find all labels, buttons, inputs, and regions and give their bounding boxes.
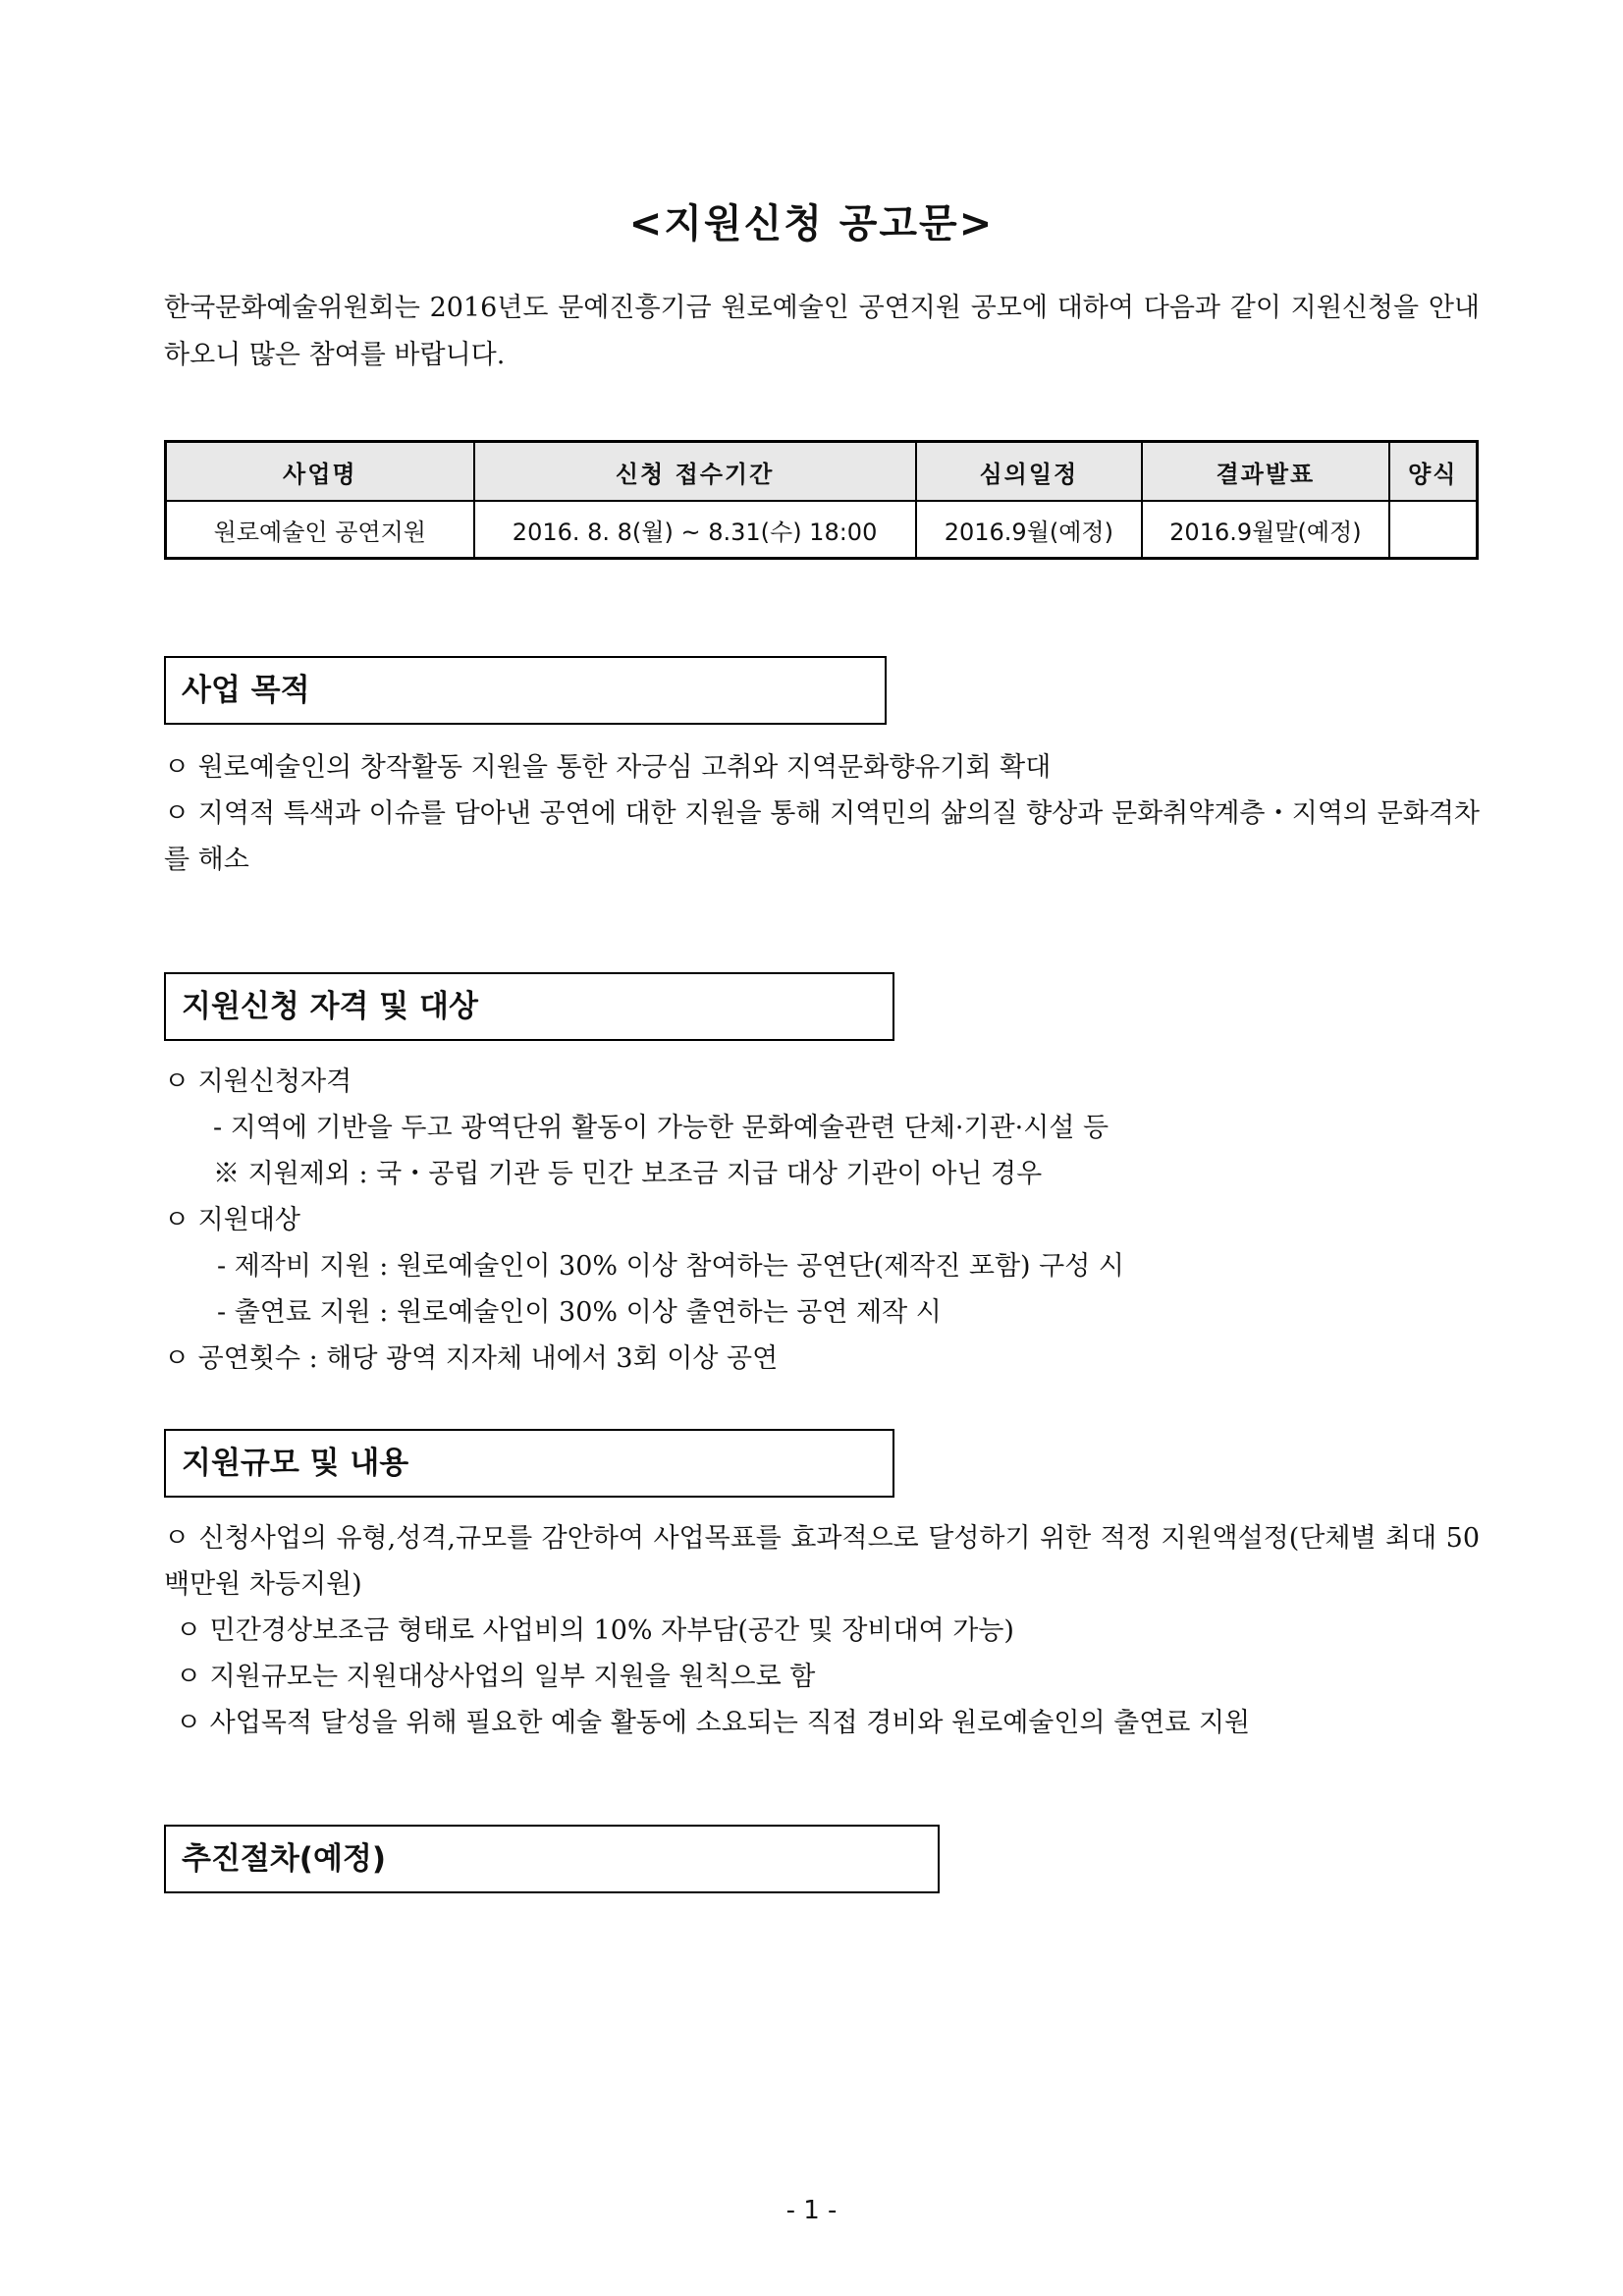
- section-body-purpose: [164, 744, 1480, 883]
- list-item: - 제작비 지원 : 원로예술인이 30% 이상 참여하는 공연단(제작진 포함) 구성 시: [217, 1251, 1125, 1282]
- page-title: <지원신청 공고문>: [628, 201, 995, 246]
- cell-form: [1389, 501, 1478, 559]
- table-row: [166, 501, 1478, 559]
- header-form: 양식: [1389, 442, 1478, 502]
- cell-business-name: 원로예술인 공연지원: [166, 501, 474, 559]
- list-item: ㅇ 지원신청자격: [164, 1066, 352, 1097]
- intro-paragraph: 한국문화예술위원회는 2016년도 문예진흥기금 원로예술인 공연지원 공모에 대하여 다음과 같이 지원신청을 안내하오니 많은 참여를 바랍니다.: [164, 293, 1480, 370]
- section-body-scale: [164, 1515, 1480, 1746]
- cell-application-period: 2016. 8. 8(월) ~ 8.31(수) 18:00: [474, 501, 916, 559]
- header-result-announcement: 결과발표: [1142, 442, 1389, 502]
- header-application-period: 신청 접수기간: [474, 442, 916, 502]
- cell-result-announcement: 2016.9월말(예정): [1142, 501, 1389, 559]
- page-number: - 1 -: [785, 2196, 838, 2225]
- list-item: ㅇ 원로예술인의 창작활동 지원을 통한 자긍심 고취와 지역문화향유기회 확대: [164, 752, 1052, 783]
- list-item: ㅇ 지원대상: [164, 1205, 300, 1235]
- section-heading-eligibility: 지원신청 자격 및 대상: [164, 972, 894, 1041]
- list-item: ㅇ 공연횟수 : 해당 광역 지자체 내에서 3회 이상 공연: [164, 1343, 779, 1374]
- list-item: - 출연료 지원 : 원로예술인이 30% 이상 출연하는 공연 제작 시: [217, 1297, 942, 1328]
- list-item: ㅇ 사업목적 달성을 위해 필요한 예술 활동에 소요되는 직접 경비와 원로예술인의 출연료 지원: [176, 1708, 1251, 1738]
- list-item: ㅇ 민간경상보조금 형태로 사업비의 10% 자부담(공간 및 장비대여 가능): [176, 1615, 1014, 1646]
- schedule-table: [164, 440, 1479, 560]
- header-business-name: 사업명: [166, 442, 474, 502]
- list-item: ※ 지원제외 : 국・공립 기관 등 민간 보조금 지급 대상 기관이 아닌 경우: [213, 1159, 1043, 1189]
- table-header-row: [166, 442, 1478, 502]
- section-body-eligibility: [164, 1059, 1480, 1382]
- header-review-schedule: 심의일정: [916, 442, 1143, 502]
- list-item: ㅇ 지역적 특색과 이슈를 담아낸 공연에 대한 지원을 통해 지역민의 삶의질 향상과 문화취약계층・지역의 문화격차를 해소: [164, 798, 1480, 875]
- list-item: ㅇ 지원규모는 지원대상사업의 일부 지원을 원칙으로 함: [176, 1662, 816, 1692]
- section-heading-procedure: 추진절차(예정): [164, 1825, 940, 1893]
- section-heading-purpose: 사업 목적: [164, 656, 887, 725]
- list-item: - 지역에 기반을 두고 광역단위 활동이 가능한 문화예술관련 단체·기관·시설 등: [213, 1113, 1109, 1143]
- section-heading-scale: 지원규모 및 내용: [164, 1429, 894, 1498]
- cell-review-schedule: 2016.9월(예정): [916, 501, 1143, 559]
- list-item: ㅇ 신청사업의 유형,성격,규모를 감안하여 사업목표를 효과적으로 달성하기 위한 적정 지원액설정(단체별 최대 50백만원 차등지원): [164, 1523, 1480, 1600]
